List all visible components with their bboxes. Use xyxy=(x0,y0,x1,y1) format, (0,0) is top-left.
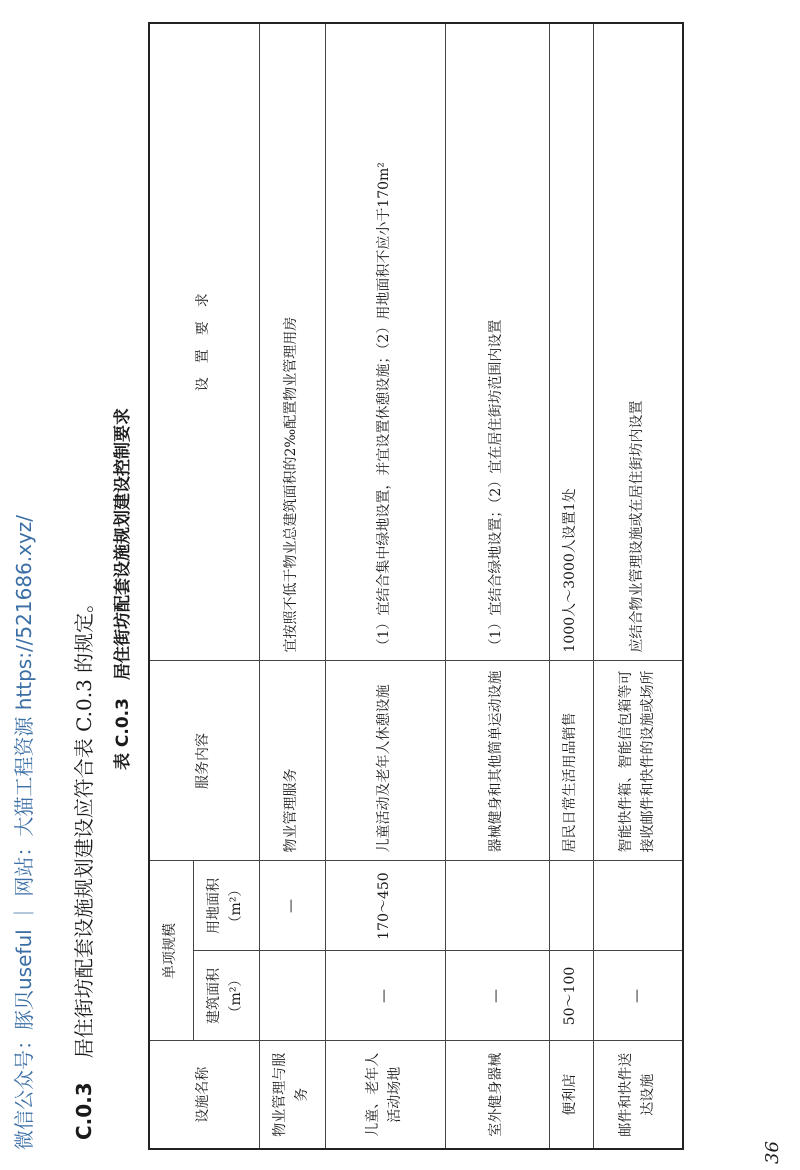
cell-land-area: — xyxy=(259,861,325,951)
table-row xyxy=(593,23,683,1149)
header-land-area-label: 用地面积 xyxy=(206,878,223,934)
clause-number: C.0.3 xyxy=(72,1082,96,1140)
header-facility: 设施名称 xyxy=(149,1041,259,1149)
clause-text: 居住街坊配套设施规划建设应符合表 C.0.3 的规定。 xyxy=(72,592,96,1059)
cell-building-area: 50～100 xyxy=(549,951,593,1041)
cell-service: 智能快件箱、智能信包箱等可接收邮件和快件的设施或场所 xyxy=(593,661,683,861)
header-building-area-label: 建筑面积 xyxy=(206,968,223,1024)
header-scale: 单项规模 xyxy=(149,861,193,1041)
facility-table xyxy=(148,22,684,1150)
header-building-area-unit: （m²） xyxy=(228,972,244,1020)
cell-building-area: — xyxy=(325,951,445,1041)
cell-service: 居民日常生活用品销售 xyxy=(549,661,593,861)
header-building-area xyxy=(193,951,259,1041)
table-caption xyxy=(108,0,133,1170)
cell-land-area xyxy=(445,861,549,951)
cell-service: 物业管理服务 xyxy=(259,661,325,861)
table-caption-title: 居住街坊配套设施规划建设控制要求 xyxy=(113,408,133,681)
table-caption-number: 表 C.0.3 xyxy=(113,698,133,770)
cell-facility: 邮件和快件送达设施 xyxy=(593,1041,683,1149)
cell-requirement: 1000人～3000人设置1处 xyxy=(549,23,593,661)
header-land-area-unit: （m²） xyxy=(228,882,244,930)
cell-building-area: — xyxy=(593,951,683,1041)
cell-requirement: （1）宜结合绿地设置；（2）宜在居住街坊范围内设置 xyxy=(445,23,549,661)
table-row xyxy=(549,23,593,1149)
watermark: 微信公众号：豚贝useful ｜ 网站：大猫工程资源 https://521686.xyz/ xyxy=(12,514,36,1150)
cell-requirement: 应结合物业管理设施或在居住街坊内设置 xyxy=(593,23,683,661)
cell-requirement: （1）宜结合集中绿地设置，并宜设置休憩设施；（2）用地面积不应小于170m² xyxy=(325,23,445,661)
cell-service: 儿童活动及老年人休憩设施 xyxy=(325,661,445,861)
cell-facility: 便利店 xyxy=(549,1041,593,1149)
cell-requirement: 宜按照不低于物业总建筑面积的2‰配置物业管理用房 xyxy=(259,23,325,661)
cell-facility: 儿童、老年人活动场地 xyxy=(325,1041,445,1149)
header-row xyxy=(149,23,193,1149)
header-service: 服务内容 xyxy=(149,661,259,861)
cell-land-area: 170～450 xyxy=(325,861,445,951)
header-land-area xyxy=(193,861,259,951)
cell-building-area: — xyxy=(445,951,549,1041)
cell-facility: 物业管理与服务 xyxy=(259,1041,325,1149)
cell-building-area xyxy=(259,951,325,1041)
clause-paragraph xyxy=(68,593,97,1140)
cell-facility: 室外健身器械 xyxy=(445,1041,549,1149)
table-row xyxy=(325,23,445,1149)
table-row xyxy=(445,23,549,1149)
header-requirement: 设 置 要 求 xyxy=(149,23,259,661)
cell-service: 器械健身和其他简单运动设施 xyxy=(445,661,549,861)
table-row xyxy=(259,23,325,1149)
cell-land-area xyxy=(549,861,593,951)
cell-land-area xyxy=(593,861,683,951)
page-number: 36 xyxy=(762,1141,783,1164)
